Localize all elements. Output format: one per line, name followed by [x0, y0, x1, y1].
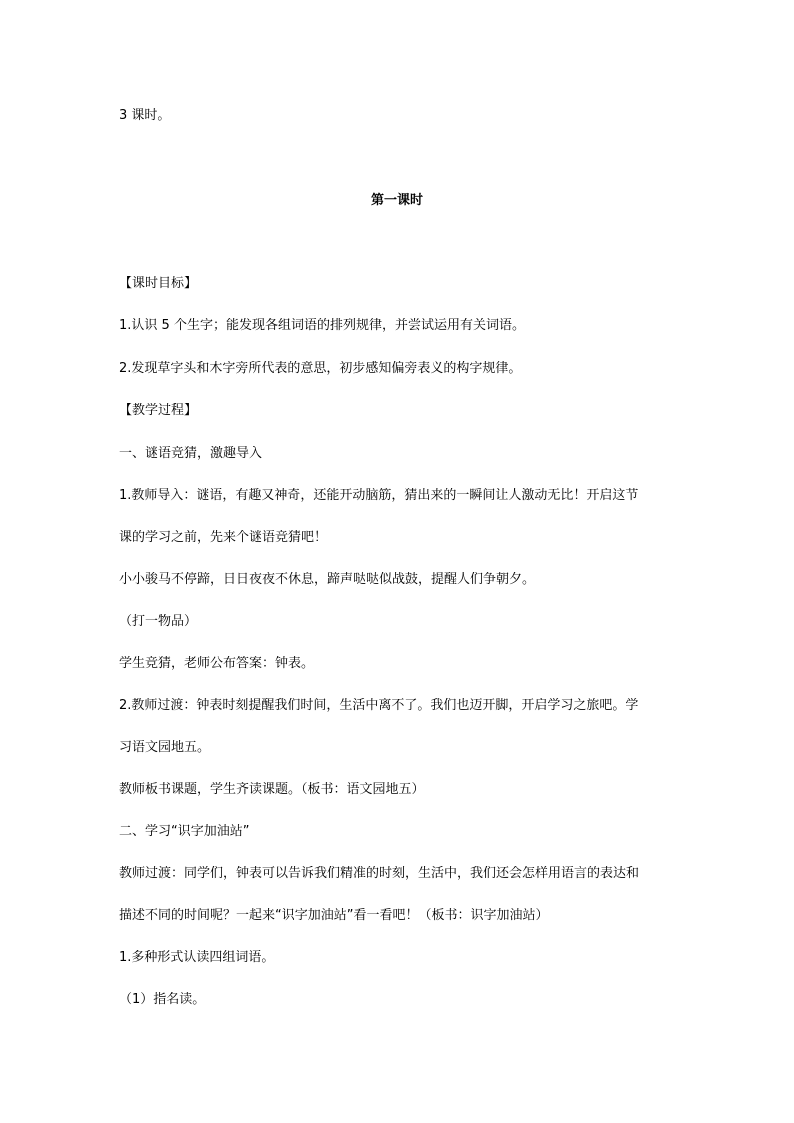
objective-1: 1.认识 5 个生字；能发现各组词语的排列规律，并尝试运用有关词语。: [119, 318, 525, 333]
section-1-heading: 一、谜语竞猜，激趣导入: [119, 446, 263, 461]
paragraph-line: 习语文园地五。: [119, 740, 211, 755]
intro-text: 3 课时。: [119, 108, 171, 123]
paragraph-line: 1.多种形式认读四组词语。: [119, 950, 275, 965]
paragraph-line: 描述不同的时间呢？一起来“识字加油站”看一看吧！（板书：识字加油站）: [119, 908, 549, 923]
paragraph-line: 课的学习之前，先来个谜语竞猜吧！: [119, 530, 328, 545]
paragraph-line: 教师过渡：同学们，钟表可以告诉我们精准的时刻，生活中，我们还会怎样用语言的表达和: [119, 866, 640, 881]
paragraph-line: 2.教师过渡：钟表时刻提醒我们时间，生活中离不了。我们也迈开脚，开启学习之旅吧。学: [119, 698, 639, 713]
section-title: 第一课时: [370, 193, 423, 208]
section-2-heading: 二、学习“识字加油站”: [119, 824, 250, 839]
paragraph-line: 教师板书课题，学生齐读课题。（板书：语文园地五）: [119, 782, 425, 797]
paragraph-line: 1.教师导入：谜语，有趣又神奇，还能开动脑筋，猜出来的一瞬间让人激动无比！开启这节: [119, 488, 639, 503]
objectives-heading: 【课时目标】: [119, 276, 198, 291]
objective-2: 2.发现草字头和木字旁所代表的意思，初步感知偏旁表义的构字规律。: [119, 361, 522, 376]
riddle-hint: （打一物品）: [119, 614, 198, 629]
riddle-text: 小小骏马不停蹄，日日夜夜不休息，蹄声哒哒似战鼓，提醒人们争朝夕。: [119, 572, 536, 587]
paragraph-line: 学生竞猜，老师公布答案：钟表。: [119, 656, 315, 671]
paragraph-line: （1）指名读。: [119, 992, 206, 1007]
process-heading: 【教学过程】: [119, 403, 198, 418]
